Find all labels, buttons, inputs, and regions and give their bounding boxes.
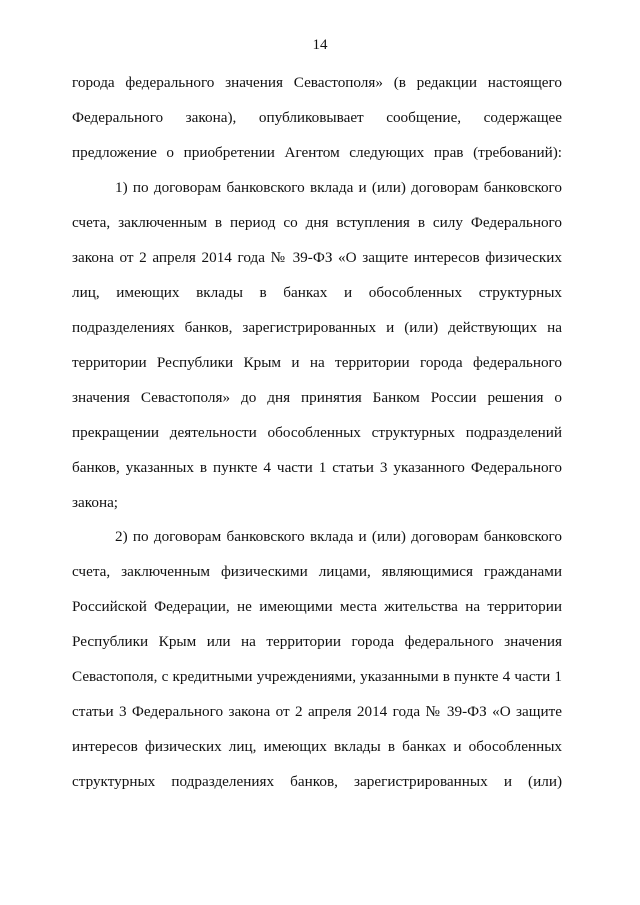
text-line: статьи 3 Федерального закона от 2 апреля 2014 года № 39-ФЗ «О защите — [72, 703, 562, 720]
text-line: счета, заключенным физическими лицами, являющимися гражданами — [72, 563, 562, 580]
text-line: значения Севастополя» до дня принятия Банком России решения о — [72, 389, 562, 406]
text-line: Севастополя, с кредитными учреждениями, указанными в пункте 4 части 1 — [72, 668, 562, 685]
text-line: структурных подразделениях банков, зарегистрированных и (или) — [72, 773, 562, 790]
text-line: банков, указанных в пункте 4 части 1 статьи 3 указанного Федерального — [72, 459, 562, 476]
text-line: города федерального значения Севастополя» (в редакции настоящего — [72, 74, 562, 91]
text-line: Республики Крым или на территории города федерального значения — [72, 633, 562, 650]
text-line: лиц, имеющих вклады в банках и обособленных структурных — [72, 284, 562, 301]
text-line: 2) по договорам банковского вклада и (или) договорам банковского — [115, 528, 562, 545]
text-line: интересов физических лиц, имеющих вклады в банках и обособленных — [72, 738, 562, 755]
page-number: 14 — [312, 37, 328, 53]
text-line: Российской Федерации, не имеющими места жительства на территории — [72, 598, 562, 615]
text-line: подразделениях банков, зарегистрированных и (или) действующих на — [72, 319, 562, 336]
text-line: прекращении деятельности обособленных структурных подразделений — [72, 424, 562, 441]
text-line: территории Республики Крым и на территории города федерального — [72, 354, 562, 371]
text-line: Федерального закона), опубликовывает сообщение, содержащее — [72, 109, 562, 126]
text-line: закона; — [72, 494, 119, 511]
text-line: закона от 2 апреля 2014 года № 39-ФЗ «О защите интересов физических — [72, 249, 562, 266]
text-line: счета, заключенным в период со дня вступления в силу Федерального — [72, 214, 562, 231]
text-line: предложение о приобретении Агентом следующих прав (требований): — [72, 144, 562, 161]
text-line: 1) по договорам банковского вклада и (или) договорам банковского — [115, 179, 562, 196]
